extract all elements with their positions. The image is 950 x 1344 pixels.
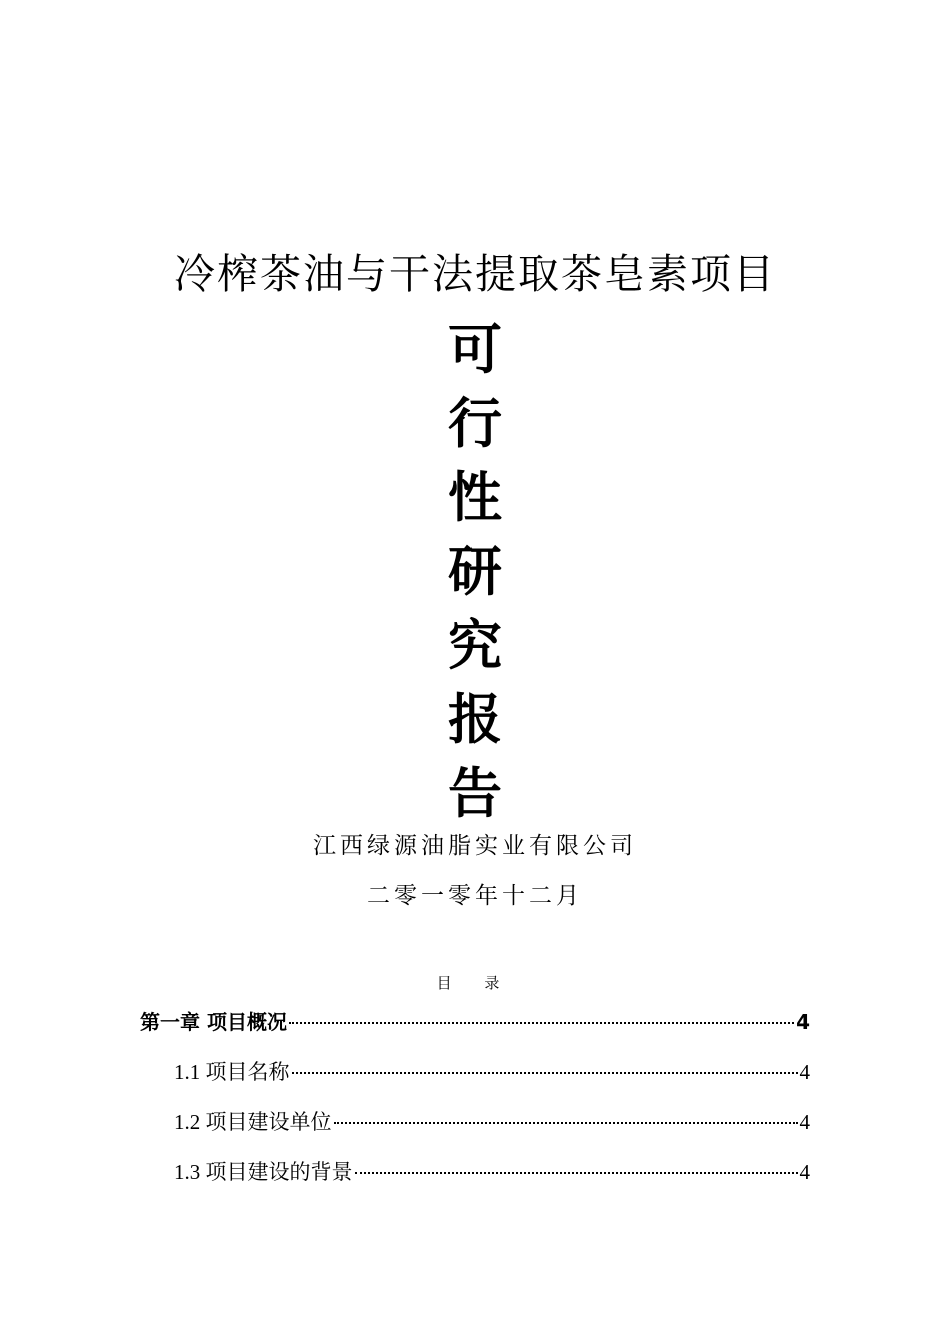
report-title xyxy=(0,312,950,830)
toc-dot-leader xyxy=(289,1022,794,1024)
report-title-char: 研 xyxy=(448,539,502,603)
report-title-char: 可 xyxy=(448,317,502,381)
toc-entry-label: 1.1 项目名称 xyxy=(174,1060,290,1084)
report-title-char: 行 xyxy=(448,391,502,455)
toc-entry-chapter-1[interactable] xyxy=(140,1004,810,1054)
toc-entry-page: 4 xyxy=(799,1060,810,1084)
report-date: 二零一零年十二月 xyxy=(367,883,583,909)
table-of-contents xyxy=(140,1004,810,1204)
toc-dot-leader xyxy=(355,1172,798,1174)
toc-dot-leader xyxy=(334,1122,798,1124)
toc-entry-1-2[interactable] xyxy=(140,1104,810,1154)
toc-entry-1-3[interactable] xyxy=(140,1154,810,1204)
toc-entry-label: 第一章 项目概况 xyxy=(140,1010,287,1034)
report-title-char: 告 xyxy=(448,761,502,825)
project-title: 冷榨茶油与干法提取茶皂素项目 xyxy=(174,250,776,298)
toc-entry-label: 1.3 项目建设的背景 xyxy=(174,1160,353,1184)
toc-entry-label: 1.2 项目建设单位 xyxy=(174,1110,332,1134)
toc-entry-page: 4 xyxy=(796,1010,810,1034)
report-title-char: 究 xyxy=(448,613,502,677)
report-title-char: 性 xyxy=(448,465,502,529)
toc-entry-page: 4 xyxy=(799,1110,810,1134)
toc-heading: 目 录 xyxy=(436,974,514,992)
company-name: 江西绿源油脂实业有限公司 xyxy=(313,833,637,859)
report-title-char: 报 xyxy=(448,687,502,751)
toc-dot-leader xyxy=(292,1072,798,1074)
toc-entry-1-1[interactable] xyxy=(140,1054,810,1104)
toc-entry-page: 4 xyxy=(799,1160,810,1184)
